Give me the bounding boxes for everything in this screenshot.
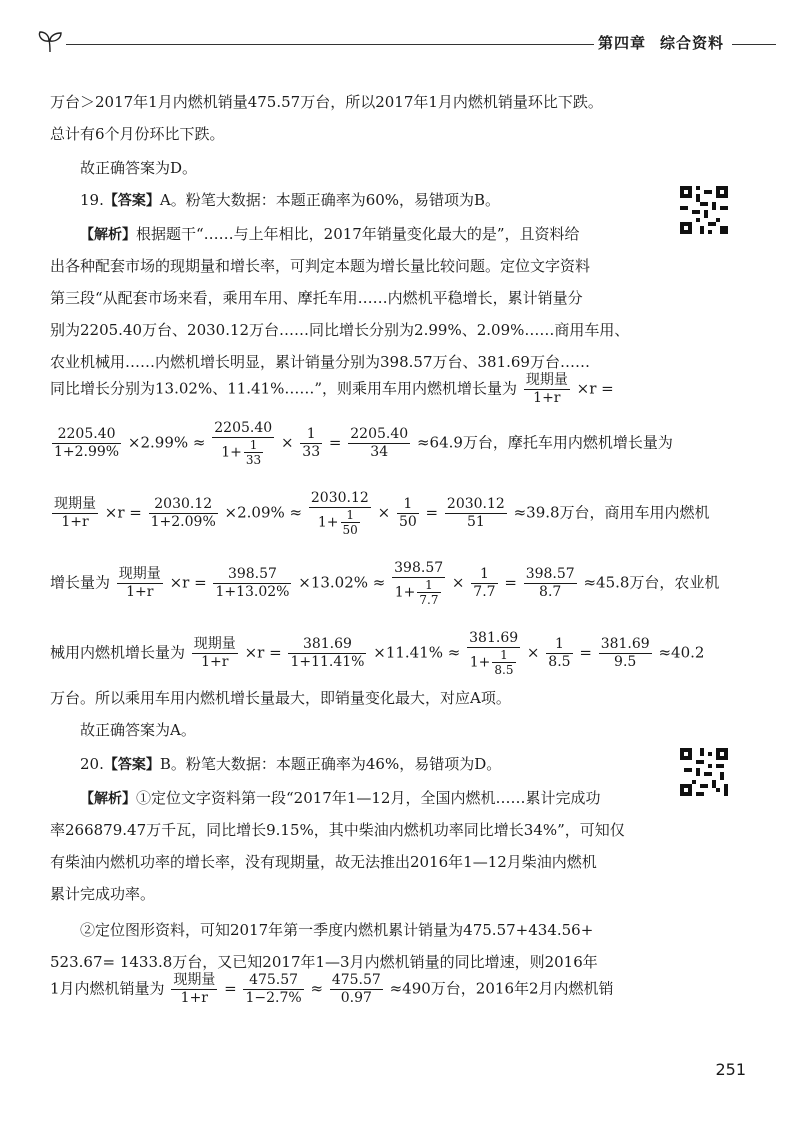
text-segment: 1月内燃机销量为 [50, 979, 165, 998]
fraction: $\frac{475.57}{0.97}$ [331, 972, 381, 1006]
text-segment: ≈40.2 [658, 643, 705, 662]
operator: = [425, 503, 439, 522]
formula-line-3 [50, 490, 710, 537]
fraction: $\frac{\text{现期量}}{1+r}$ [193, 636, 236, 670]
text-segment: ≈64.9万台，摩托车用内燃机增长量为 [416, 433, 673, 452]
fraction: 398.57 1+ $\frac{1}{7.7}$ [394, 560, 444, 607]
analysis-text: ①定位文字资料第一段“2017年1—12月，全国内燃机……累计完成功 [136, 789, 601, 807]
chapter-title [598, 32, 724, 53]
text-line: 有柴油内燃机功率的增长率，没有现期量，故无法推出2016年1—12月柴油内燃机 [50, 853, 597, 871]
leaf-icon [36, 30, 66, 58]
operator: × [377, 503, 391, 522]
fraction: 2205.40 1+ $\frac{1}{33}$ [214, 420, 273, 467]
text-segment: 增长量为 [50, 573, 111, 592]
analysis-text: 根据题干“……与上年相比，2017年销量变化最大的是”，且资料给 [136, 225, 580, 243]
text-line: 523.67= 1433.8万台，又已知2017年1—3月内燃机销量的同比增速，则2016年 [50, 953, 598, 971]
text-line: 第三段“从配套市场来看，乘用车用、摩托车用……内燃机平稳增长，累计销量分 [50, 289, 583, 307]
fraction: $\frac{\text{现期量}}{1+r}$ [173, 972, 216, 1006]
operator: × [526, 643, 540, 662]
header-rule-left [66, 44, 594, 45]
operator: = [224, 979, 237, 998]
fraction: $\frac{2030.12}{51}$ [446, 496, 505, 530]
text-segment: ≈39.8万台，商用车用内燃机 [513, 503, 710, 522]
fraction: 2030.12 1+ $\frac{1}{50}$ [310, 490, 369, 537]
text-line: 故正确答案为A。 [80, 721, 196, 739]
fraction: $\frac{381.69}{1+11.41\%}$ [290, 636, 365, 670]
operator: ×r = [104, 503, 142, 522]
operator: = [328, 433, 342, 452]
text-segment: ≈490万台，2016年2月内燃机销 [389, 979, 614, 998]
operator: ×r = [169, 573, 207, 592]
formula-line-1 [50, 372, 614, 407]
fraction: $\frac{\text{现期量}}{1+r}$ [525, 372, 568, 406]
fraction: $\frac{\text{现期量}}{1+r}$ [118, 566, 161, 600]
operator: ×r = [244, 643, 282, 662]
operator: ×2.09% ≈ [224, 503, 303, 522]
text-line: 万台＞2017年1月内燃机销量475.57万台，所以2017年1月内燃机销量环比下跌。 [50, 93, 603, 111]
fraction: $\frac{2205.40}{34}$ [350, 426, 409, 460]
answer-text: A。粉笔大数据：本题正确率为60%，易错项为B。 [159, 191, 501, 209]
chapter-label: 第四章 [597, 34, 646, 52]
operator: = [579, 643, 592, 662]
text-line: 故正确答案为D。 [80, 159, 198, 177]
analysis-20 [80, 788, 600, 809]
formula-line-6 [50, 972, 614, 1007]
answer-19 [80, 190, 500, 211]
formula-line-4 [50, 560, 719, 607]
fraction: $\frac{1}{33}$ [302, 426, 321, 460]
operator: × [451, 573, 465, 592]
text-segment: ×r = [576, 379, 614, 398]
fraction: $\frac{\text{现期量}}{1+r}$ [54, 496, 96, 530]
fraction: $\frac{1}{8.5}$ [548, 636, 571, 670]
fraction: $\frac{398.57}{8.7}$ [525, 566, 575, 600]
analysis-19 [80, 224, 580, 245]
operator: ≈ [310, 979, 324, 998]
text-line: ②定位图形资料，可知2017年第一季度内燃机累计销量为475.57+434.56+ [80, 921, 594, 939]
fraction: $\frac{1}{50}$ [398, 496, 417, 530]
question-number: 20. [80, 755, 104, 773]
fraction: $\frac{2030.12}{1+2.09\%}$ [150, 496, 216, 530]
operator: ×2.99% ≈ [127, 433, 206, 452]
text-line: 累计完成功率。 [50, 885, 156, 903]
fraction: $\frac{398.57}{1+13.02\%}$ [215, 566, 290, 600]
header-rule-right [732, 44, 776, 45]
answer-20 [80, 754, 501, 775]
fraction: $\frac{2205.40}{1+2.99\%}$ [54, 426, 120, 460]
operator: = [504, 573, 517, 592]
qr-code-icon[interactable] [680, 748, 728, 796]
text-line: 万台。所以乘用车用内燃机增长量最大，即销量变化最大，对应A项。 [50, 689, 511, 707]
analysis-tag: 【解析】 [80, 791, 136, 807]
text-line: 别为2205.40万台、2030.12万台……同比增长分别为2.99%、2.09%……商用车用、 [50, 321, 630, 339]
qr-code-icon[interactable] [680, 186, 728, 234]
formula-line-5 [50, 630, 704, 677]
answer-text: B。粉笔大数据：本题正确率为46%，易错项为D。 [159, 755, 502, 773]
text-line: 率266879.47万千瓦，同比增长9.15%，其中柴油内燃机功率同比增长34%”，可知仅 [50, 821, 625, 839]
operator: × [280, 433, 294, 452]
question-number: 19. [80, 191, 104, 209]
answer-tag: 【答案】 [103, 193, 160, 209]
fraction: 381.69 1+ $\frac{1}{8.5}$ [469, 630, 519, 677]
formula-line-2 [50, 420, 673, 467]
fraction: $\frac{1}{7.7}$ [473, 566, 496, 600]
fraction: $\frac{381.69}{9.5}$ [600, 636, 650, 670]
text-segment: 同比增长分别为13.02%、11.41%……”，则乘用车用内燃机增长量为 [50, 379, 518, 398]
text-line: 出各种配套市场的现期量和增长率，可判定本题为增长量比较问题。定位文字资料 [50, 257, 591, 275]
answer-tag: 【答案】 [103, 757, 160, 773]
text-segment: 械用内燃机增长量为 [50, 643, 186, 662]
operator: ×13.02% ≈ [298, 573, 386, 592]
operator: ×11.41% ≈ [373, 643, 461, 662]
analysis-tag: 【解析】 [80, 227, 136, 243]
text-line: 农业机械用……内燃机增长明显，累计销量分别为398.57万台、381.69万台…… [50, 353, 590, 371]
running-header [36, 30, 776, 60]
text-line: 总计有6个月份环比下跌。 [50, 125, 225, 143]
page-number: 251 [715, 1060, 746, 1079]
fraction: $\frac{475.57}{1-2.7\%}$ [245, 972, 302, 1006]
section-label: 综合资料 [659, 34, 724, 52]
text-segment: ≈45.8万台，农业机 [583, 573, 720, 592]
